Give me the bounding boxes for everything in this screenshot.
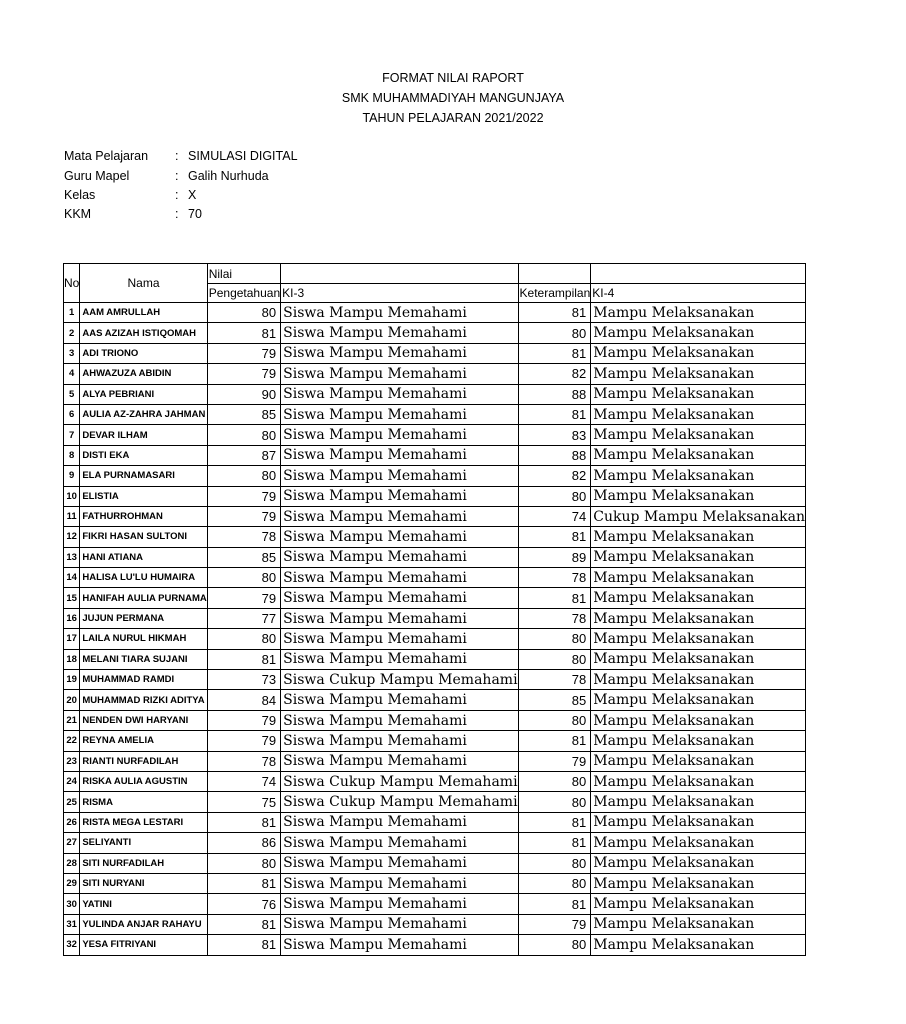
score-pengetahuan: 80 [207,629,280,649]
score-keterampilan: 79 [518,914,591,934]
score-keterampilan: 85 [518,690,591,710]
ki3-description: Siswa Mampu Memahami [281,629,518,649]
ki3-description: Siswa Mampu Memahami [281,466,518,486]
ki4-description: Mampu Melaksanakan [591,404,806,424]
row-number: 31 [64,914,80,934]
ki3-description: Siswa Mampu Memahami [281,894,518,914]
row-number: 21 [64,710,80,730]
ki3-description: Siswa Mampu Memahami [281,812,518,832]
row-number: 10 [64,486,80,506]
header-pengetahuan: Pengetahuan [207,284,280,303]
score-pengetahuan: 81 [207,323,280,343]
row-number: 14 [64,568,80,588]
info-separator: : [175,169,179,183]
score-pengetahuan: 81 [207,649,280,669]
ki3-description: Siswa Mampu Memahami [281,527,518,547]
header-empty-cell [281,264,518,284]
info-value: Galih Nurhuda [188,169,269,183]
score-pengetahuan: 86 [207,833,280,853]
info-value: X [188,188,197,202]
score-pengetahuan: 84 [207,690,280,710]
score-pengetahuan: 80 [207,303,280,323]
header-keterampilan: Keterampilan [518,284,591,303]
ki4-description: Cukup Mampu Melaksanakan [591,506,806,526]
score-pengetahuan: 77 [207,608,280,628]
score-pengetahuan: 75 [207,792,280,812]
score-keterampilan: 81 [518,894,591,914]
ki4-description: Mampu Melaksanakan [591,690,806,710]
ki4-description: Mampu Melaksanakan [591,568,806,588]
score-pengetahuan: 79 [207,343,280,363]
score-keterampilan: 80 [518,771,591,791]
ki3-description: Siswa Mampu Memahami [281,710,518,730]
row-number: 32 [64,935,80,955]
row-number: 24 [64,771,80,791]
header-empty-cell [591,264,806,284]
header-empty-cell [518,264,591,284]
row-number: 18 [64,649,80,669]
row-number: 27 [64,833,80,853]
ki4-description: Mampu Melaksanakan [591,629,806,649]
row-number: 2 [64,323,80,343]
score-pengetahuan: 80 [207,425,280,445]
ki3-description: Siswa Mampu Memahami [281,323,518,343]
score-keterampilan: 82 [518,466,591,486]
ki4-description: Mampu Melaksanakan [591,323,806,343]
ki3-description: Siswa Mampu Memahami [281,649,518,669]
ki3-description: Siswa Mampu Memahami [281,343,518,363]
student-name: SITI NURFADILAH [80,853,207,873]
table-row [64,527,806,547]
ki4-description: Mampu Melaksanakan [591,731,806,751]
ki4-description: Mampu Melaksanakan [591,873,806,893]
student-name: AULIA AZ-ZAHRA JAHMAN [80,404,207,424]
student-name: REYNA AMELIA [80,731,207,751]
score-keterampilan: 80 [518,792,591,812]
table-row [64,670,806,690]
score-keterampilan: 80 [518,873,591,893]
ki4-description: Mampu Melaksanakan [591,812,806,832]
score-pengetahuan: 79 [207,486,280,506]
ki3-description: Siswa Mampu Memahami [281,568,518,588]
ki4-description: Mampu Melaksanakan [591,588,806,608]
student-name: ALYA PEBRIANI [80,384,207,404]
ki3-description: Siswa Cukup Mampu Memahami [281,670,518,690]
ki3-description: Siswa Mampu Memahami [281,731,518,751]
ki3-description: Siswa Mampu Memahami [281,588,518,608]
score-keterampilan: 88 [518,384,591,404]
score-keterampilan: 80 [518,853,591,873]
ki3-description: Siswa Mampu Memahami [281,425,518,445]
table-row [64,792,806,812]
table-row [64,914,806,934]
table-body [64,303,806,956]
score-keterampilan: 82 [518,364,591,384]
score-keterampilan: 80 [518,629,591,649]
row-number: 11 [64,506,80,526]
score-keterampilan: 80 [518,935,591,955]
ki3-description: Siswa Mampu Memahami [281,935,518,955]
academic-year: TAHUN PELAJARAN 2021/2022 [362,111,544,125]
score-keterampilan: 79 [518,751,591,771]
ki3-description: Siswa Mampu Memahami [281,608,518,628]
student-name: DISTI EKA [80,445,207,465]
ki3-description: Siswa Mampu Memahami [281,364,518,384]
score-pengetahuan: 81 [207,914,280,934]
info-separator: : [175,207,179,221]
score-pengetahuan: 79 [207,588,280,608]
table-row [64,343,806,363]
ki4-description: Mampu Melaksanakan [591,466,806,486]
table-row [64,751,806,771]
table-header-row [64,264,806,284]
student-name: HANIFAH AULIA PURNAMA [80,588,207,608]
score-keterampilan: 88 [518,445,591,465]
ki3-description: Siswa Mampu Memahami [281,445,518,465]
score-keterampilan: 81 [518,527,591,547]
score-keterampilan: 81 [518,343,591,363]
table-row [64,710,806,730]
ki4-description: Mampu Melaksanakan [591,894,806,914]
info-label: Guru Mapel [64,169,130,183]
row-number: 20 [64,690,80,710]
ki4-description: Mampu Melaksanakan [591,486,806,506]
student-name: AHWAZUZA ABIDIN [80,364,207,384]
student-name: HANI ATIANA [80,547,207,567]
ki3-description: Siswa Cukup Mampu Memahami [281,792,518,812]
student-name: HALISA LU'LU HUMAIRA [80,568,207,588]
score-keterampilan: 83 [518,425,591,445]
score-keterampilan: 80 [518,323,591,343]
score-keterampilan: 81 [518,833,591,853]
report-title: FORMAT NILAI RAPORT [382,71,524,85]
score-keterampilan: 81 [518,812,591,832]
table-row [64,833,806,853]
ki3-description: Siswa Mampu Memahami [281,833,518,853]
table-row [64,935,806,955]
score-keterampilan: 80 [518,649,591,669]
student-name: RISTA MEGA LESTARI [80,812,207,832]
table-row [64,690,806,710]
score-keterampilan: 74 [518,506,591,526]
ki4-description: Mampu Melaksanakan [591,343,806,363]
score-keterampilan: 81 [518,731,591,751]
student-name: SITI NURYANI [80,873,207,893]
ki4-description: Mampu Melaksanakan [591,710,806,730]
ki3-description: Siswa Mampu Memahami [281,404,518,424]
ki4-description: Mampu Melaksanakan [591,547,806,567]
student-name: SELIYANTI [80,833,207,853]
ki4-description: Mampu Melaksanakan [591,935,806,955]
header-nama: Nama [80,264,207,303]
ki3-description: Siswa Mampu Memahami [281,486,518,506]
ki4-description: Mampu Melaksanakan [591,445,806,465]
table-row [64,731,806,751]
ki4-description: Mampu Melaksanakan [591,425,806,445]
ki3-description: Siswa Mampu Memahami [281,384,518,404]
row-number: 30 [64,894,80,914]
row-number: 7 [64,425,80,445]
score-pengetahuan: 80 [207,853,280,873]
student-name: NENDEN DWI HARYANI [80,710,207,730]
score-pengetahuan: 81 [207,812,280,832]
row-number: 23 [64,751,80,771]
student-name: MELANI TIARA SUJANI [80,649,207,669]
table-row [64,588,806,608]
ki3-description: Siswa Mampu Memahami [281,914,518,934]
student-name: MUHAMMAD RAMDI [80,670,207,690]
info-value: SIMULASI DIGITAL [188,149,298,163]
header-nilai: Nilai [207,264,280,284]
table-row [64,812,806,832]
table-row [64,445,806,465]
ki4-description: Mampu Melaksanakan [591,527,806,547]
student-name: YULINDA ANJAR RAHAYU [80,914,207,934]
score-keterampilan: 78 [518,670,591,690]
row-number: 26 [64,812,80,832]
table-row [64,323,806,343]
row-number: 29 [64,873,80,893]
score-keterampilan: 81 [518,404,591,424]
score-pengetahuan: 79 [207,364,280,384]
ki3-description: Siswa Mampu Memahami [281,303,518,323]
student-name: MUHAMMAD RIZKI ADITYA [80,690,207,710]
table-row [64,466,806,486]
student-name: FATHURROHMAN [80,506,207,526]
row-number: 19 [64,670,80,690]
ki4-description: Mampu Melaksanakan [591,771,806,791]
ki4-description: Mampu Melaksanakan [591,649,806,669]
info-label: Mata Pelajaran [64,149,149,163]
info-separator: : [175,188,179,202]
student-name: YATINI [80,894,207,914]
ki3-description: Siswa Mampu Memahami [281,751,518,771]
score-keterampilan: 81 [518,588,591,608]
ki4-description: Mampu Melaksanakan [591,303,806,323]
table-row [64,303,806,323]
row-number: 17 [64,629,80,649]
score-keterampilan: 78 [518,568,591,588]
score-pengetahuan: 87 [207,445,280,465]
score-pengetahuan: 76 [207,894,280,914]
score-keterampilan: 80 [518,710,591,730]
score-pengetahuan: 90 [207,384,280,404]
ki4-description: Mampu Melaksanakan [591,670,806,690]
student-name: RIANTI NURFADILAH [80,751,207,771]
table-row [64,853,806,873]
row-number: 15 [64,588,80,608]
row-number: 13 [64,547,80,567]
score-pengetahuan: 79 [207,710,280,730]
ki4-description: Mampu Melaksanakan [591,792,806,812]
score-pengetahuan: 78 [207,751,280,771]
student-name: AAS AZIZAH ISTIQOMAH [80,323,207,343]
ki3-description: Siswa Cukup Mampu Memahami [281,771,518,791]
score-pengetahuan: 80 [207,466,280,486]
ki4-description: Mampu Melaksanakan [591,914,806,934]
ki3-description: Siswa Mampu Memahami [281,873,518,893]
row-number: 25 [64,792,80,812]
row-number: 1 [64,303,80,323]
info-label: KKM [64,207,92,221]
score-pengetahuan: 78 [207,527,280,547]
header-ki4: KI-4 [591,284,806,303]
row-number: 9 [64,466,80,486]
row-number: 8 [64,445,80,465]
student-name: AAM AMRULLAH [80,303,207,323]
row-number: 22 [64,731,80,751]
row-number: 16 [64,608,80,628]
student-name: FIKRI HASAN SULTONI [80,527,207,547]
ki3-description: Siswa Mampu Memahami [281,547,518,567]
ki4-description: Mampu Melaksanakan [591,833,806,853]
info-label: Kelas [64,188,96,202]
table-row [64,771,806,791]
ki4-description: Mampu Melaksanakan [591,751,806,771]
student-name: YESA FITRIYANI [80,935,207,955]
score-pengetahuan: 81 [207,873,280,893]
ki4-description: Mampu Melaksanakan [591,608,806,628]
ki4-description: Mampu Melaksanakan [591,364,806,384]
score-keterampilan: 78 [518,608,591,628]
student-name: LAILA NURUL HIKMAH [80,629,207,649]
header-no: No [64,264,80,303]
score-pengetahuan: 79 [207,506,280,526]
table-row [64,506,806,526]
row-number: 6 [64,404,80,424]
school-name: SMK MUHAMMADIYAH MANGUNJAYA [341,91,565,105]
table-row [64,364,806,384]
score-pengetahuan: 80 [207,568,280,588]
table-row [64,629,806,649]
score-keterampilan: 80 [518,486,591,506]
table-row [64,486,806,506]
score-keterampilan: 89 [518,547,591,567]
table-row [64,425,806,445]
score-pengetahuan: 85 [207,547,280,567]
grades-table [63,263,806,956]
score-pengetahuan: 74 [207,771,280,791]
row-number: 4 [64,364,80,384]
table-row [64,384,806,404]
table-row [64,873,806,893]
table-row [64,608,806,628]
student-name: ADI TRIONO [80,343,207,363]
score-pengetahuan: 81 [207,935,280,955]
row-number: 28 [64,853,80,873]
info-value: 70 [188,207,202,221]
ki3-description: Siswa Mampu Memahami [281,690,518,710]
score-pengetahuan: 73 [207,670,280,690]
table-row [64,568,806,588]
row-number: 3 [64,343,80,363]
ki4-description: Mampu Melaksanakan [591,853,806,873]
row-number: 12 [64,527,80,547]
row-number: 5 [64,384,80,404]
table-row [64,547,806,567]
info-separator: : [175,149,179,163]
header-ki3: KI-3 [281,284,518,303]
table-row [64,649,806,669]
score-keterampilan: 81 [518,303,591,323]
score-pengetahuan: 85 [207,404,280,424]
ki3-description: Siswa Mampu Memahami [281,853,518,873]
student-name: RISMA [80,792,207,812]
student-name: DEVAR ILHAM [80,425,207,445]
student-name: ELA PURNAMASARI [80,466,207,486]
student-name: JUJUN PERMANA [80,608,207,628]
ki3-description: Siswa Mampu Memahami [281,506,518,526]
ki4-description: Mampu Melaksanakan [591,384,806,404]
student-name: ELISTIA [80,486,207,506]
score-pengetahuan: 79 [207,731,280,751]
table-row [64,404,806,424]
table-row [64,894,806,914]
student-name: RISKA AULIA AGUSTIN [80,771,207,791]
